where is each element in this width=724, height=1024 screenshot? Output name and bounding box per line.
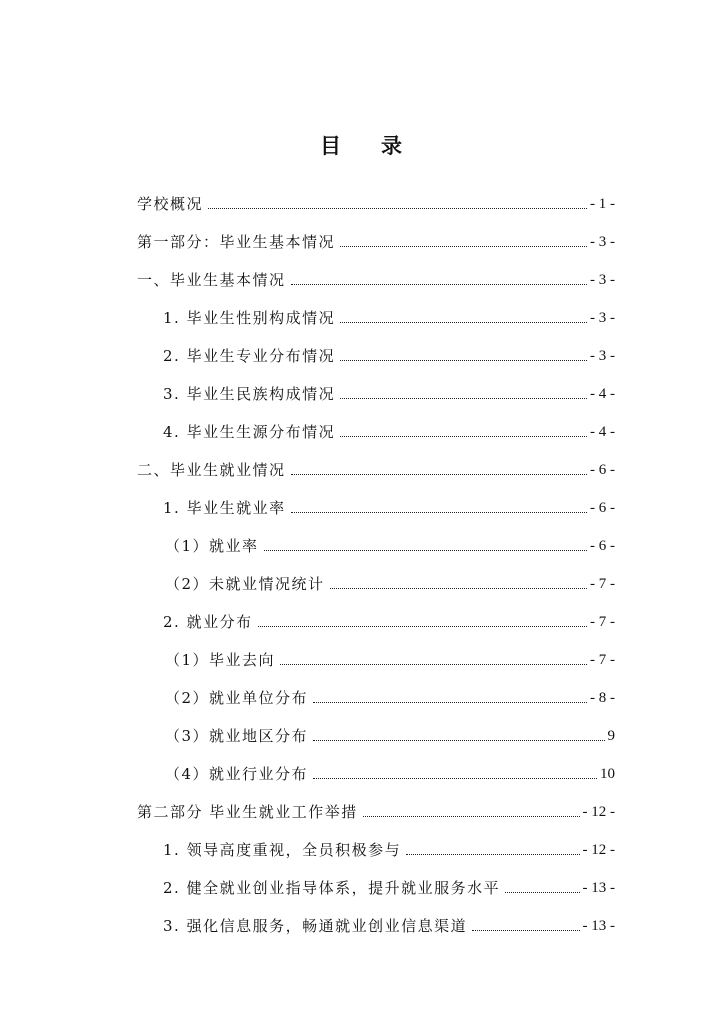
toc-leader [264, 549, 587, 551]
toc-entry[interactable] [137, 456, 615, 480]
toc-entry-label: （2）未就业情况统计 [165, 575, 325, 593]
toc-leader [505, 891, 579, 893]
toc-entry-page: - 12 - [582, 842, 615, 858]
toc-entry-page: 10 [600, 766, 615, 782]
toc-entry[interactable] [163, 836, 615, 860]
toc-entry-label: （3）就业地区分布 [165, 727, 309, 745]
toc-entry-page: 9 [607, 728, 615, 744]
toc-entry-label: （1）毕业去向 [165, 651, 276, 669]
toc-entry-label: （1）就业率 [165, 537, 259, 555]
toc-entry[interactable] [165, 760, 615, 784]
toc-entry-page: - 3 - [590, 348, 615, 364]
toc-entry[interactable] [137, 798, 615, 822]
toc-entry-label: 一、毕业生基本情况 [137, 271, 286, 289]
toc-leader [330, 587, 587, 589]
toc-entry[interactable] [163, 912, 615, 936]
toc-entry-label: 2. 毕业生专业分布情况 [163, 347, 336, 365]
toc-entry[interactable] [137, 228, 615, 252]
toc-entry-page: - 6 - [590, 462, 615, 478]
toc-leader [313, 777, 597, 779]
toc-entry-page: - 4 - [590, 386, 615, 402]
toc-entry-page: - 3 - [590, 272, 615, 288]
toc-entry-label: 第一部分：毕业生基本情况 [137, 233, 336, 251]
toc-title-left: 目 [320, 133, 343, 158]
toc-leader [340, 245, 587, 247]
toc-entry-page: - 3 - [590, 234, 615, 250]
toc-entry[interactable] [163, 342, 615, 366]
toc-entry-label: 3. 强化信息服务，畅通就业创业信息渠道 [163, 917, 468, 935]
toc-entry-label: 2. 健全就业创业指导体系，提升就业服务水平 [163, 879, 501, 897]
toc-entry-label: （4）就业行业分布 [165, 765, 309, 783]
toc-entry-page: - 6 - [590, 538, 615, 554]
toc-entry[interactable] [163, 494, 615, 518]
toc-title-right: 录 [381, 133, 404, 158]
toc-leader [291, 283, 587, 285]
toc-entry-page: - 7 - [590, 614, 615, 630]
toc-leader [313, 701, 587, 703]
toc-entry-page: - 4 - [590, 424, 615, 440]
toc-leader [291, 473, 587, 475]
toc-entry-page: - 1 - [590, 196, 615, 212]
toc-entry[interactable] [165, 532, 615, 556]
toc-entry[interactable] [165, 684, 615, 708]
toc-entry[interactable] [137, 266, 615, 290]
toc-entry-label: 1. 毕业生性别构成情况 [163, 309, 336, 327]
toc-entry-page: - 6 - [590, 500, 615, 516]
toc-entry-page: - 7 - [590, 652, 615, 668]
toc-leader [472, 929, 579, 931]
toc-entry[interactable] [165, 646, 615, 670]
toc-entry-page: - 13 - [582, 880, 615, 896]
toc-entry[interactable] [165, 570, 615, 594]
toc-entry[interactable] [165, 722, 615, 746]
toc-entry-label: （2）就业单位分布 [165, 689, 309, 707]
toc-leader [258, 625, 587, 627]
toc-entry[interactable] [163, 380, 615, 404]
toc-leader [340, 359, 587, 361]
toc-entry[interactable] [163, 418, 615, 442]
toc-leader [280, 663, 587, 665]
toc-leader [313, 739, 604, 741]
toc-entry[interactable] [163, 608, 615, 632]
toc-leader [340, 435, 587, 437]
toc-entry-label: 二、毕业生就业情况 [137, 461, 286, 479]
toc-entry-label: 4. 毕业生生源分布情况 [163, 423, 336, 441]
toc-leader [363, 815, 580, 817]
toc-title [0, 130, 724, 160]
toc-entry-label: 2. 就业分布 [163, 613, 253, 631]
toc-entry-page: - 8 - [590, 690, 615, 706]
toc-entry[interactable] [163, 304, 615, 328]
toc-entry-label: 1. 毕业生就业率 [163, 499, 286, 517]
toc-leader [208, 207, 587, 209]
toc-entry-label: 1. 领导高度重视，全员积极参与 [163, 841, 402, 859]
toc-entry-page: - 13 - [582, 918, 615, 934]
toc-entry-page: - 7 - [590, 576, 615, 592]
toc-entry-page: - 3 - [590, 310, 615, 326]
toc-leader [340, 321, 587, 323]
toc-entry[interactable] [137, 190, 615, 214]
toc-entry-label: 3. 毕业生民族构成情况 [163, 385, 336, 403]
toc-entry-label: 学校概况 [137, 195, 204, 213]
toc-entry[interactable] [163, 874, 615, 898]
toc-leader [291, 511, 587, 513]
toc-leader [340, 397, 587, 399]
toc-entry-label: 第二部分 毕业生就业工作举措 [137, 803, 358, 821]
toc-leader [406, 853, 579, 855]
toc-entry-page: - 12 - [582, 804, 615, 820]
